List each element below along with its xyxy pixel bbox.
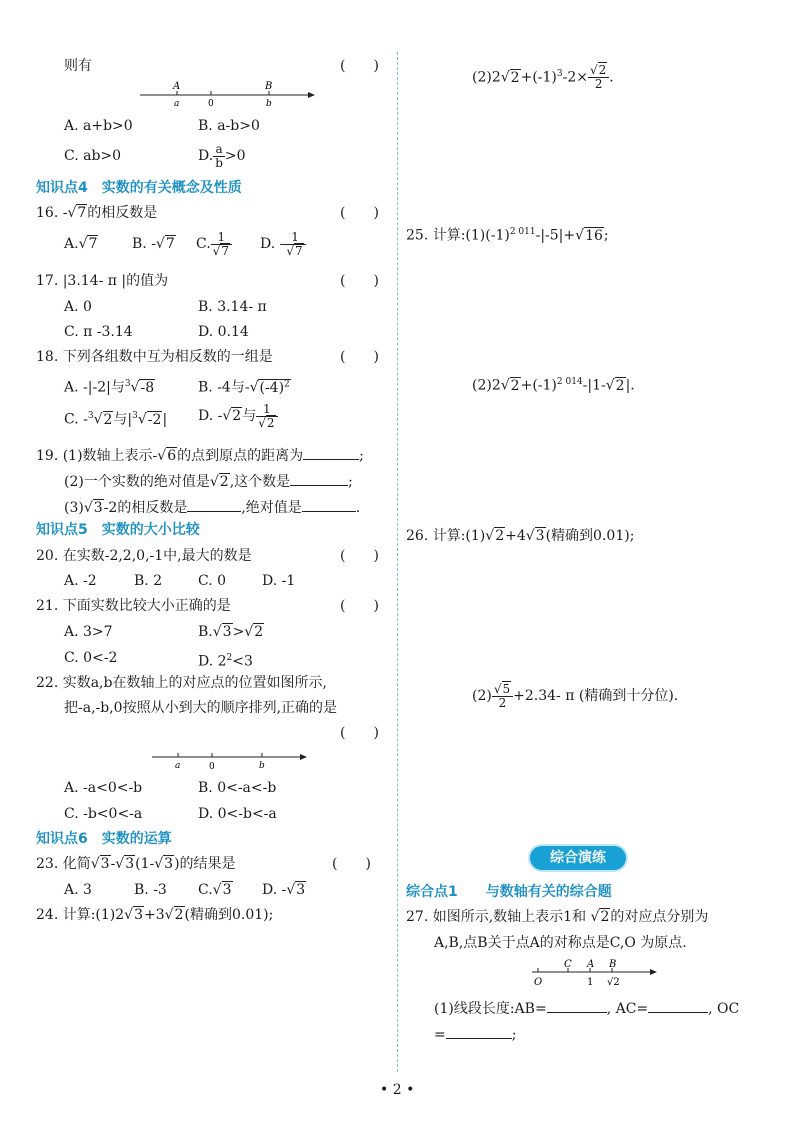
q24-part2: $(2)2√2+(-1)^3-2\times$ $\frac{√2}{2}$ .: [472, 63, 614, 92]
tick-label: √2: [607, 977, 620, 988]
q22-number-line: [152, 748, 308, 772]
q22-option-a: A. -a<0<-b: [64, 780, 143, 796]
q23-paren: ( ): [332, 856, 371, 872]
q20-option-a: A. -2: [64, 573, 97, 589]
tick-label: 1: [587, 977, 594, 988]
q16-option-b: B. -√7: [132, 236, 175, 252]
q16-stem: 16. -√7的相反数是: [36, 205, 158, 221]
answer-blank[interactable]: [187, 497, 241, 512]
q18-option-b: B. -4与$-√(-4)^2$: [198, 379, 290, 396]
q22-line2: 把-a,-b,0按照从小到大的顺序排列,正确的是: [64, 700, 338, 716]
q19-line2: (2)一个实数的绝对值是√2,这个数是 ;: [64, 471, 353, 492]
point-label: B: [265, 81, 273, 92]
q16-option-d: D. - $\frac{1}{√7}$: [260, 228, 306, 260]
q27-line4: = ;: [434, 1024, 516, 1045]
answer-blank[interactable]: [648, 998, 708, 1013]
q23-option-d: D. -√3: [262, 882, 306, 898]
answer-blank[interactable]: [302, 497, 356, 512]
tick-label: O: [534, 977, 543, 988]
q21-paren: ( ): [340, 598, 379, 614]
q18-stem: 18. 下列各组数中互为相反数的一组是: [36, 349, 273, 365]
q21-option-d: D. $2^2<3$: [198, 653, 253, 670]
q23-option-a: A. 3: [64, 882, 92, 898]
tick-label: b: [259, 761, 265, 771]
column-divider: [397, 52, 398, 1072]
q17-option-b: B. 3.14- π: [198, 299, 267, 315]
tick-label: b: [266, 99, 272, 108]
q20-paren: ( ): [340, 548, 379, 564]
section-heading-4: 知识点4 实数的有关概念及性质: [36, 180, 242, 196]
q26-part2: (2) $\frac{√5}{2}$ +2.34- π (精确到十分位).: [472, 681, 679, 710]
q15-paren: ( ): [340, 58, 379, 74]
q15-option-a: A. a+b>0: [64, 118, 133, 134]
q17-stem: 17. |3.14- π |的值为: [36, 273, 169, 289]
q15-option-c: C. ab>0: [64, 148, 122, 164]
q27-line1: 27. 如图所示,数轴上表示1和 √2的对应点分别为: [406, 909, 709, 925]
q16-option-c: C. $\frac{1}{√7}$: [196, 228, 232, 260]
q27-line3: (1)线段长度:AB= , AC= , OC: [434, 998, 739, 1019]
section-heading-5: 知识点5 实数的大小比较: [36, 522, 200, 538]
section-heading-comprehensive-1: 综合点1 与数轴有关的综合题: [406, 884, 612, 900]
q22-option-b: B. 0<-a<-b: [198, 780, 277, 796]
q16-option-a: A.√7: [64, 236, 98, 252]
q17-option-d: D. 0.14: [198, 324, 249, 340]
q17-option-a: A. 0: [64, 299, 92, 315]
tick-label: a: [174, 99, 180, 108]
q19-line1: 19. (1)数轴上表示-√6的点到原点的距离为 ;: [36, 445, 364, 466]
q22-option-d: D. 0<-b<-a: [198, 806, 277, 822]
answer-blank[interactable]: [303, 445, 359, 460]
answer-blank[interactable]: [446, 1024, 512, 1039]
q18-paren: ( ): [340, 349, 379, 365]
q27-line2: A,B,点B关于点A的对称点是C,O 为原点.: [434, 935, 687, 951]
q21-option-b: B.√3>√2: [198, 624, 264, 640]
q22-option-c: C. -b<0<-a: [64, 806, 143, 822]
answer-blank[interactable]: [290, 471, 348, 486]
tick-label: 0: [208, 99, 214, 108]
q15-number-line: [140, 78, 316, 108]
point-label: B: [609, 959, 617, 970]
q22-line1: 22. 实数a,b在数轴上的对应点的位置如图所示,: [36, 675, 327, 691]
q20-stem: 20. 在实数-2,2,0,-1中,最大的数是: [36, 548, 252, 564]
q20-option-b: B. 2: [134, 573, 163, 589]
page-number: • 2 •: [380, 1082, 415, 1098]
q21-stem: 21. 下面实数比较大小正确的是: [36, 598, 231, 614]
tick-label: a: [175, 761, 181, 771]
q23-option-c: C.√3: [198, 882, 232, 898]
section-heading-6: 知识点6 实数的运算: [36, 831, 172, 847]
point-label: A: [587, 959, 595, 970]
q19-line3: (3)√3-2的相反数是 ,绝对值是 .: [64, 497, 360, 518]
point-label: A: [173, 81, 181, 92]
q23-option-b: B. -3: [134, 882, 167, 898]
q15-option-b: B. a-b>0: [198, 118, 260, 134]
tick-label: 0: [209, 762, 215, 772]
q27-number-line: [532, 956, 658, 990]
q20-option-c: C. 0: [198, 573, 227, 589]
q17-paren: ( ): [340, 273, 379, 289]
q18-option-d: D. -√2与 $\frac{1}{√2}$: [198, 400, 278, 432]
q21-option-c: C. 0<-2: [64, 650, 118, 666]
q15-option-d: D. $\frac{a}{b}$ >0: [198, 141, 246, 170]
q18-option-c: C. -$^3$√2与$|^3√-2|$: [64, 411, 168, 428]
q24-stem: 24. 计算:(1)2√3+3√2(精确到0.01);: [36, 907, 274, 923]
q26-stem: 26. 计算:(1)√2+4√3(精确到0.01);: [406, 528, 635, 544]
q21-option-a: A. 3>7: [64, 624, 113, 640]
q23-stem: 23. 化简√3-√3(1-√3)的结果是: [36, 856, 236, 872]
q22-paren: ( ): [340, 725, 379, 741]
point-label: C: [564, 959, 572, 970]
comprehensive-practice-badge: 综合演练: [530, 846, 626, 870]
q20-option-d: D. -1: [262, 573, 296, 589]
q17-option-c: C. π -3.14: [64, 324, 133, 340]
q16-paren: ( ): [340, 205, 379, 221]
q18-option-a: A. -|-2|与$^3$√-8: [64, 379, 155, 396]
answer-blank[interactable]: [547, 998, 607, 1013]
q25-part2: $(2)2√2+(-1)^{2 014}-|1-√2|$.: [472, 377, 635, 394]
q25-stem: 25. 计算$:(1)(-1)^{2 011}-|-5|+√16$;: [406, 227, 609, 244]
q15-stem: 则有: [64, 58, 92, 74]
